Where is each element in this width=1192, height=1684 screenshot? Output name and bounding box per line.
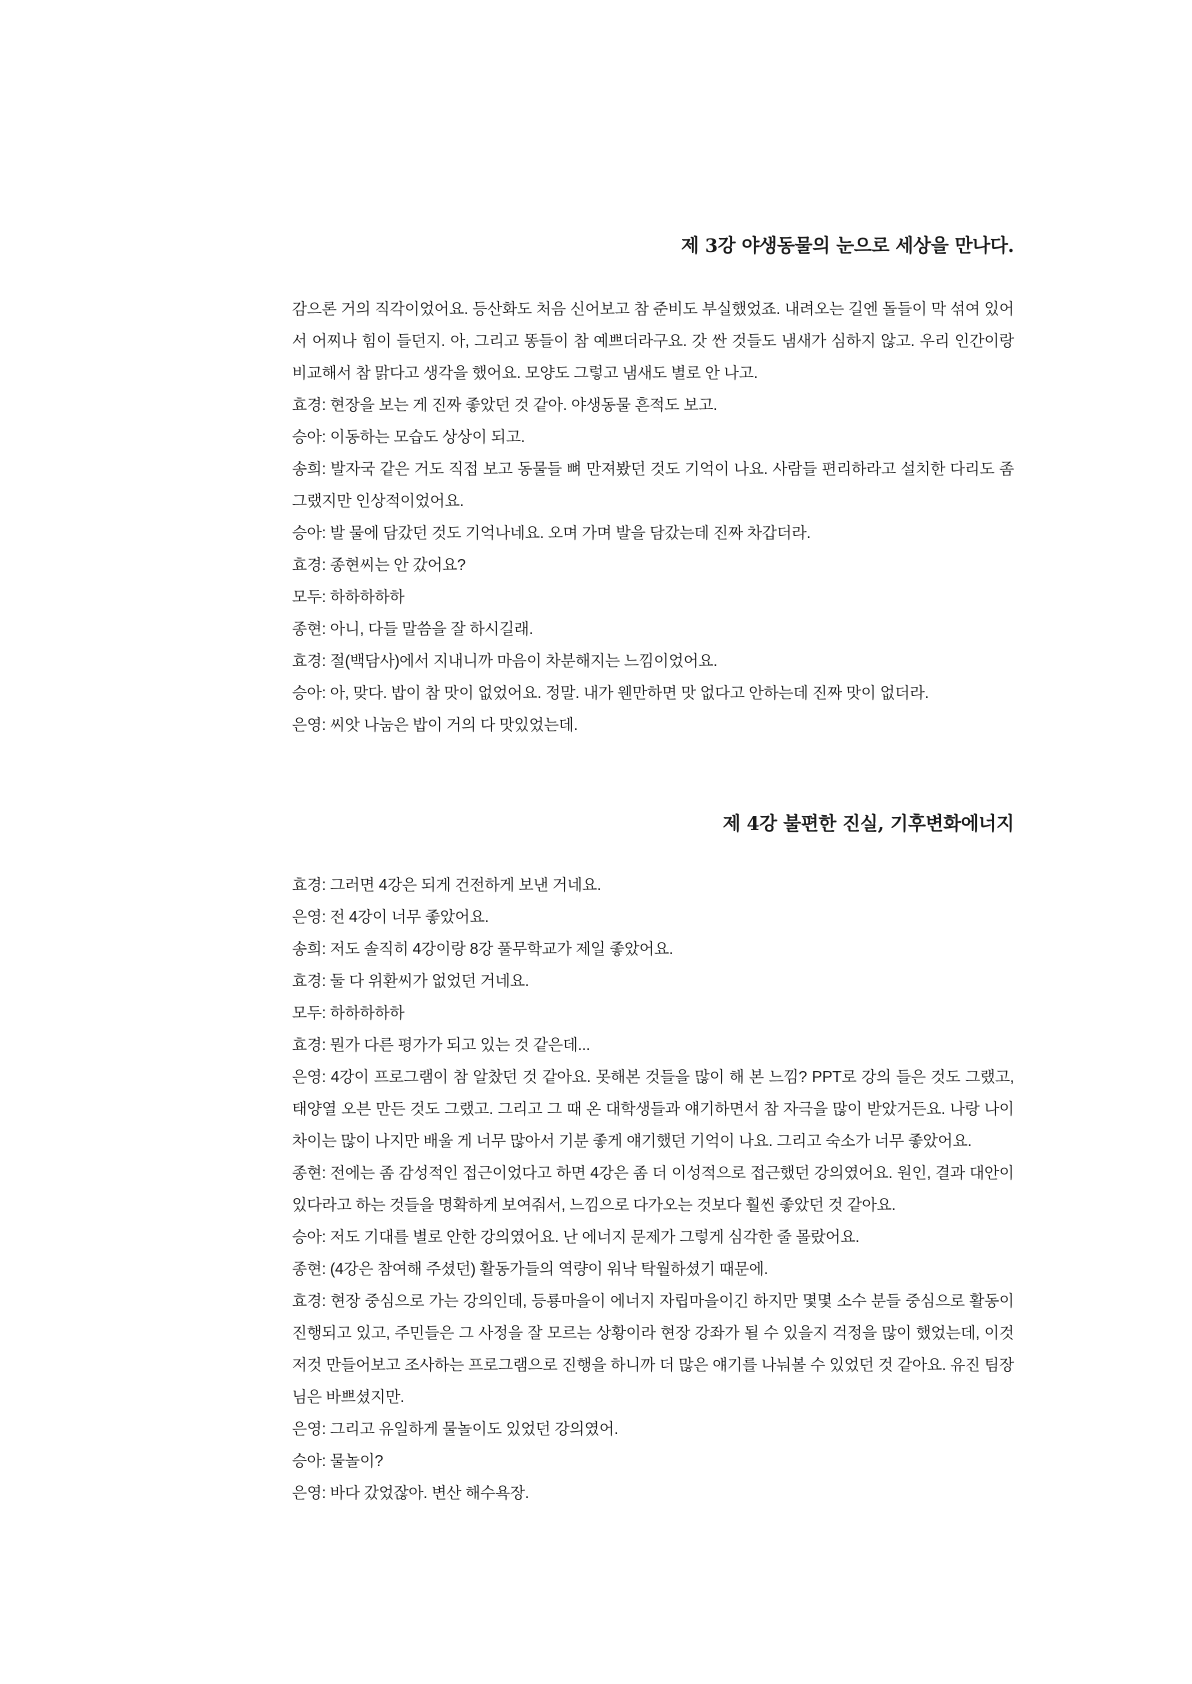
- transcript-paragraph: 감으론 거의 직각이었어요. 등산화도 처음 신어보고 참 준비도 부실했었죠. 내려오는 길엔 돌들이 막 섞여 있어서 어찌나 힘이 들던지. 아, 그리고 똥들이 참 예쁘더라구요. 갓 싼 것들도 냄새가 심하지 않고. 우리 인간이랑 비교해서 참 맑다고 생각을 했어요. 모양도 그렇고 냄새도 별로 안 나고.: [292, 301, 1014, 382]
- transcript-paragraph: 종현: (4강은 참여해 주셨던) 활동가들의 역량이 워낙 탁월하셨기 때문에.: [292, 1261, 768, 1278]
- transcript-paragraph: 승아: 아, 맞다. 밥이 참 맛이 없었어요. 정말. 내가 웬만하면 맛 없다고 안하는데 진짜 맛이 없더라.: [292, 685, 929, 702]
- transcript-paragraph: 효경: 그러면 4강은 되게 건전하게 보낸 거네요.: [292, 877, 602, 894]
- transcript-paragraph: 은영: 전 4강이 너무 좋았어요.: [292, 909, 489, 926]
- transcript-paragraph: 효경: 절(백담사)에서 지내니까 마음이 차분해지는 느낌이었어요.: [292, 653, 718, 670]
- lecture-3-transcript: [292, 294, 1014, 742]
- transcript-paragraph: 승아: 물놀이?: [292, 1453, 384, 1470]
- lecture-4-title: 제 4강 불편한 진실, 기후변화에너지: [722, 814, 1014, 835]
- transcript-paragraph: 종현: 아니, 다들 말씀을 잘 하시길래.: [292, 621, 534, 638]
- transcript-paragraph: 은영: 4강이 프로그램이 참 알찼던 것 같아요. 못해본 것들을 많이 해 본 느낌? PPT로 강의 들은 것도 그랬고, 태양열 오븐 만든 것도 그랬고. 그리고 그 때 온 대학생들과 얘기하면서 참 자극을 많이 받았거든요. 나랑 나이 차이는 많이 나지만 배울 게 너무 많아서 기분 좋게 얘기했던 기억이 나요. 그리고 숙소가 너무 좋았어요.: [292, 1069, 1014, 1150]
- transcript-paragraph: 효경: 둘 다 위환씨가 없었던 거네요.: [292, 973, 530, 990]
- transcript-paragraph: 승아: 저도 기대를 별로 안한 강의였어요. 난 에너지 문제가 그렇게 심각한 줄 몰랐어요.: [292, 1229, 860, 1246]
- lecture-4-transcript: [292, 870, 1014, 1510]
- transcript-paragraph: 승아: 이동하는 모습도 상상이 되고.: [292, 429, 525, 446]
- transcript-paragraph: 모두: 하하하하하: [292, 589, 405, 606]
- transcript-paragraph: 효경: 종현씨는 안 갔어요?: [292, 557, 466, 574]
- transcript-paragraph: 은영: 그리고 유일하게 물놀이도 있었던 강의였어.: [292, 1421, 619, 1438]
- transcript-paragraph: 송희: 저도 솔직히 4강이랑 8강 풀무학교가 제일 좋았어요.: [292, 941, 674, 958]
- transcript-paragraph: 효경: 뭔가 다른 평가가 되고 있는 것 같은데...: [292, 1037, 591, 1054]
- transcript-paragraph: 효경: 현장을 보는 게 진짜 좋았던 것 같아. 야생동물 흔적도 보고.: [292, 397, 718, 414]
- transcript-paragraph: 모두: 하하하하하: [292, 1005, 405, 1022]
- lecture-3-title: 제 3강 야생동물의 눈으로 세상을 만나다.: [681, 236, 1014, 257]
- transcript-paragraph: 효경: 현장 중심으로 가는 강의인데, 등룡마을이 에너지 자립마을이긴 하지만 몇몇 소수 분들 중심으로 활동이 진행되고 있고, 주민들은 그 사정을 잘 모르는 상황이라 현장 강좌가 될 수 있을지 걱정을 많이 했었는데, 이것저것 만들어보고 조사하는 프로그램으로 진행을 하니까 더 많은 얘기를 나눠볼 수 있었던 것 같아요. 유진 팀장님은 바쁘셨지만.: [292, 1293, 1014, 1406]
- transcript-paragraph: 송희: 발자국 같은 거도 직접 보고 동물들 뼈 만져봤던 것도 기억이 나요. 사람들 편리하라고 설치한 다리도 좀 그랬지만 인상적이었어요.: [292, 461, 1014, 510]
- transcript-paragraph: 승아: 발 물에 담갔던 것도 기억나네요. 오며 가며 발을 담갔는데 진짜 차갑더라.: [292, 525, 811, 542]
- transcript-paragraph: 은영: 바다 갔었잖아. 변산 해수욕장.: [292, 1485, 530, 1502]
- transcript-paragraph: 은영: 씨앗 나눔은 밥이 거의 다 맛있었는데.: [292, 717, 578, 734]
- transcript-paragraph: 종현: 전에는 좀 감성적인 접근이었다고 하면 4강은 좀 더 이성적으로 접근했던 강의였어요. 원인, 결과 대안이 있다라고 하는 것들을 명확하게 보여줘서, 느낌으로 다가오는 것보다 훨씬 좋았던 것 같아요.: [292, 1165, 1014, 1214]
